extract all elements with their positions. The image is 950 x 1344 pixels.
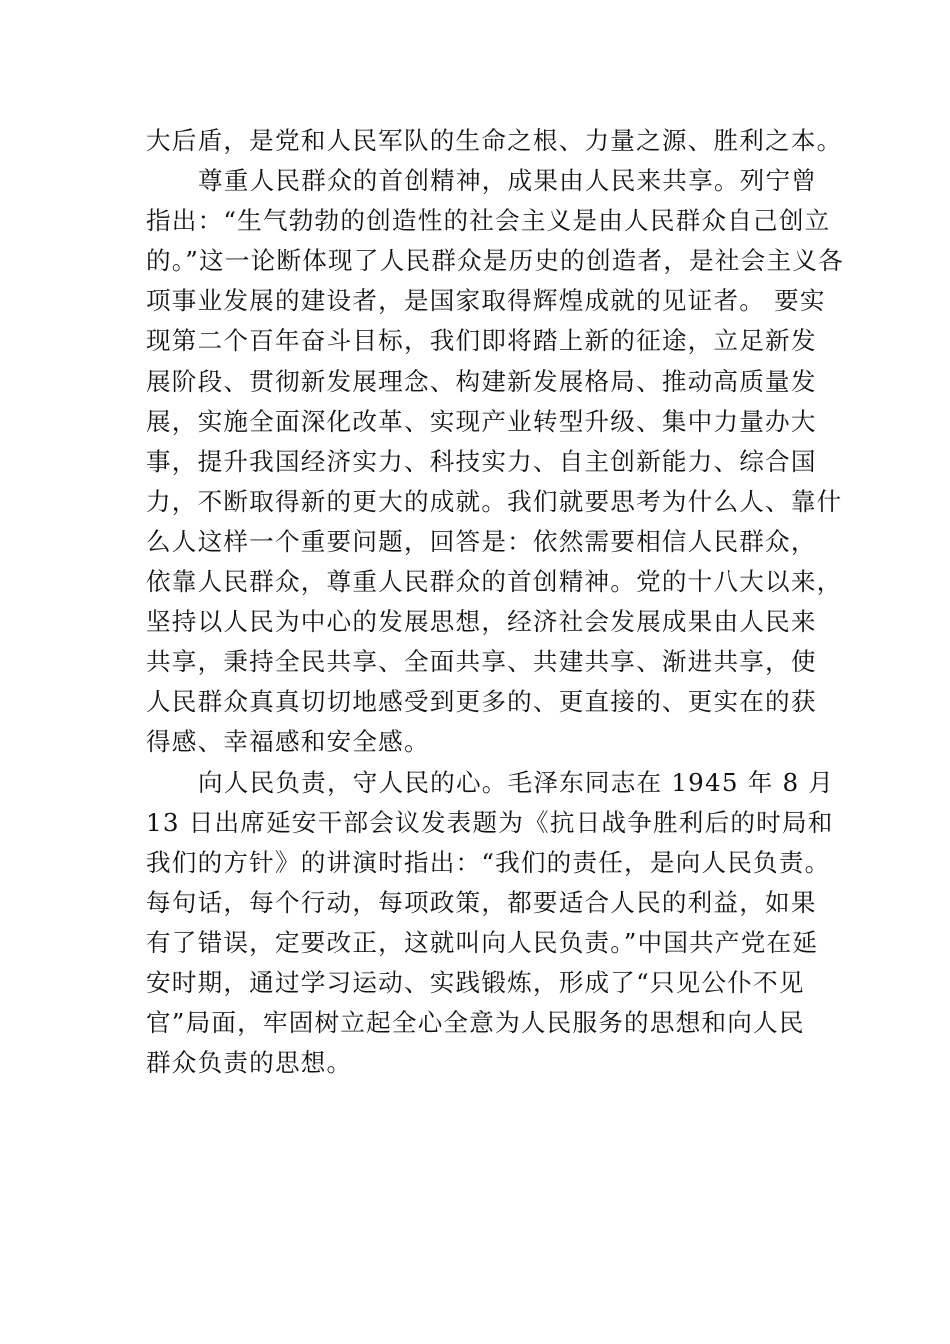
text-line: 现第二个百年奋斗目标，我们即将踏上新的征途，立足新发	[146, 326, 817, 356]
text-line: 人民群众真真切切地感受到更多的、更直接的、更实在的获	[146, 687, 817, 717]
text-line: 事，提升我国经济实力、科技实力、自主创新能力、综合国	[146, 446, 817, 476]
text-line: 项事业发展的建设者，是国家取得辉煌成就的见证者。 要实	[146, 286, 826, 316]
text-line: 么人这样一个重要问题，回答是：依然需要相信人民群众，	[146, 526, 817, 556]
text-line: 坚持以人民为中心的发展思想，经济社会发展成果由人民来	[146, 607, 817, 637]
document-body	[146, 121, 844, 1083]
text-line: 我们的方针》的讲演时指出：“我们的责任，是向人民负责。	[146, 847, 831, 877]
text-line: 大后盾，是党和人民军队的生命之根、力量之源、胜利之本。	[146, 126, 843, 155]
text-line: 展，实施全面深化改革、实现产业转型升级、集中力量办大	[146, 406, 817, 436]
paragraph-1	[146, 121, 843, 161]
text-line: 有了错误，定要改正，这就叫向人民负责。”中国共产党在延	[146, 927, 819, 957]
text-line: 展阶段、贯彻新发展理念、构建新发展格局、推动高质量发	[146, 366, 817, 396]
text-line: 官”局面，牢固树立起全心全意为人民服务的思想和向人民	[146, 1008, 805, 1038]
text-line: 共享，秉持全民共享、全面共享、共建共享、渐进共享，使	[146, 647, 817, 677]
paragraph-3	[146, 763, 835, 1084]
text-line: 安时期，通过学习运动、实践锻炼，形成了“只见公仆不见	[146, 967, 805, 997]
text-line: 得感、幸福感和安全感。	[146, 727, 430, 757]
text-line: 的。”这一论断体现了人民群众是历史的创造者，是社会主义各	[146, 246, 844, 276]
text-line: 群众负责的思想。	[146, 1048, 353, 1078]
text-line: 尊重人民群众的首创精神，成果由人民来共享。列宁曾	[198, 166, 818, 196]
text-line: 向人民负责，守人民的心。毛泽东同志在 1945 年 8 月	[198, 767, 835, 797]
paragraph-2	[146, 161, 844, 762]
text-line: 依靠人民群众，尊重人民群众的首创精神。党的十八大以来，	[146, 567, 843, 597]
text-line: 指出：“生气勃勃的创造性的社会主义是由人民群众自己创立	[146, 206, 831, 236]
text-line: 13 日出席延安干部会议发表题为《抗日战争胜利后的时局和	[146, 807, 834, 837]
text-line: 力，不断取得新的更大的成就。我们就要思考为什么人、靠什	[146, 486, 843, 516]
text-line: 每句话，每个行动，每项政策，都要适合人民的利益，如果	[146, 887, 817, 917]
